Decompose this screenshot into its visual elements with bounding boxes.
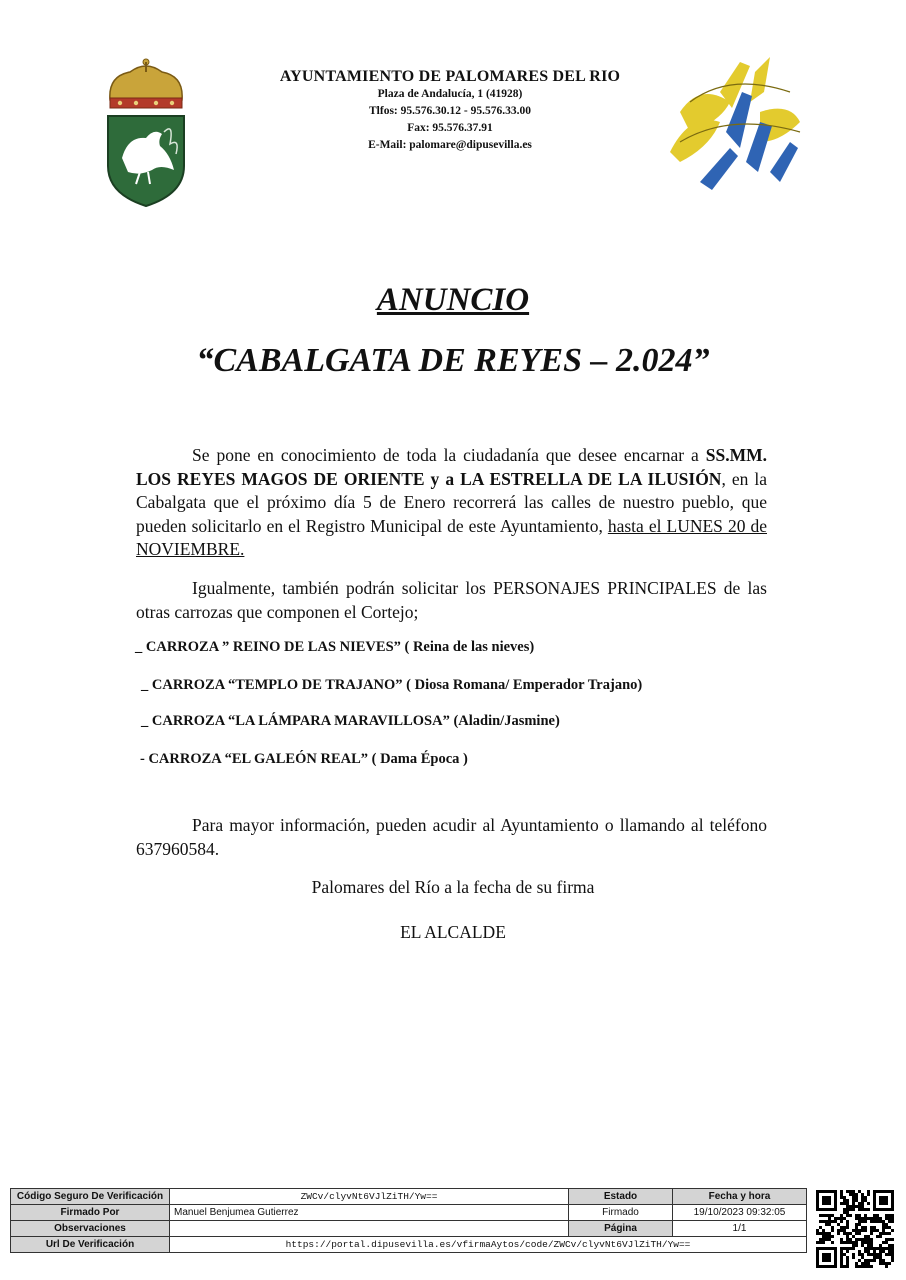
address: Plaza de Andalucía, 1 (41928) bbox=[377, 88, 523, 100]
email: E-Mail: palomare@dipusevilla.es bbox=[368, 139, 532, 151]
phones: Tlfos: 95.576.30.12 - 95.576.33.00 bbox=[369, 105, 531, 117]
label-page: Página bbox=[569, 1221, 673, 1237]
carroza-item: _ CARROZA “TEMPLO DE TRAJANO” ( Diosa Romana/ Emperador Trajano) bbox=[141, 677, 643, 693]
paragraph-intro: Se pone en conocimiento de toda la ciudadanía que desee encarnar a bbox=[192, 445, 706, 465]
label-code: Código Seguro De Verificación bbox=[11, 1189, 170, 1205]
deadline: hasta el LUNES 20 de NOVIEMBRE. bbox=[136, 515, 767, 559]
carroza-item: - CARROZA “EL GALEÓN REAL” ( Dama Época ) bbox=[140, 751, 468, 767]
paragraph-bold: SS.MM. LOS REYES MAGOS DE ORIENTE y a LA ESTRELLA DE LA ILUSIÓN bbox=[136, 445, 767, 489]
document-title: ANUNCIO bbox=[376, 282, 530, 318]
page-value: 1/1 bbox=[673, 1221, 807, 1237]
municipal-crest-logo bbox=[100, 58, 192, 208]
label-url: Url De Verificación bbox=[11, 1237, 170, 1253]
paragraph-info-text: Para mayor información, pueden acudir al Ayuntamiento o llamando al teléfono 637960584. bbox=[136, 815, 767, 859]
label-status: Estado bbox=[569, 1189, 673, 1205]
paragraph-rest: , en la Cabalgata que el próximo día 5 de Enero recorrerá las calles de nuestro pueblo, que pueden solicitarlo en el Registro Municipal de este Ayuntamiento, bbox=[136, 468, 767, 536]
datetime-value: 19/10/2023 09:32:05 bbox=[673, 1205, 807, 1221]
code-value: ZWCv/clyvNt6VJlZiTH/Yw== bbox=[170, 1189, 569, 1205]
carroza-item: _ CARROZA “LA LÁMPARA MARAVILLOSA” (Aladin/Jasmine) bbox=[141, 713, 560, 729]
fax: Fax: 95.576.37.91 bbox=[407, 122, 493, 134]
qr-code-icon bbox=[816, 1190, 894, 1268]
signed-by-value: Manuel Benjumea Gutierrez bbox=[170, 1205, 569, 1221]
paragraph-characters bbox=[136, 577, 767, 624]
signature-title: EL ALCALDE bbox=[400, 922, 506, 942]
place-date: Palomares del Río a la fecha de su firma bbox=[311, 877, 595, 897]
status-value: Firmado bbox=[569, 1205, 673, 1221]
verification-url[interactable]: https://portal.dipusevilla.es/vfirmaAytos/code/ZWCv/clyvNt6VJlZiTH/Yw== bbox=[170, 1237, 807, 1253]
letterhead bbox=[200, 68, 700, 154]
observations-value bbox=[170, 1221, 569, 1237]
carroza-item: _ CARROZA ” REINO DE LAS NIEVES” ( Reina de las nieves) bbox=[135, 639, 535, 655]
label-datetime: Fecha y hora bbox=[673, 1189, 807, 1205]
paragraph-characters-text: Igualmente, también podrán solicitar los PERSONAJES PRINCIPALES de las otras carrozas que componen el Cortejo; bbox=[136, 578, 767, 622]
document-subtitle: “CABALGATA DE REYES – 2.024” bbox=[196, 342, 710, 379]
paragraph-announcement bbox=[136, 444, 767, 562]
label-observations: Observaciones bbox=[11, 1221, 170, 1237]
verification-table bbox=[10, 1188, 807, 1253]
label-signed-by: Firmado Por bbox=[11, 1205, 170, 1221]
organization-name: AYUNTAMIENTO DE PALOMARES DEL RIO bbox=[279, 68, 621, 85]
paragraph-info bbox=[136, 814, 767, 861]
town-emblem-logo bbox=[660, 52, 810, 197]
